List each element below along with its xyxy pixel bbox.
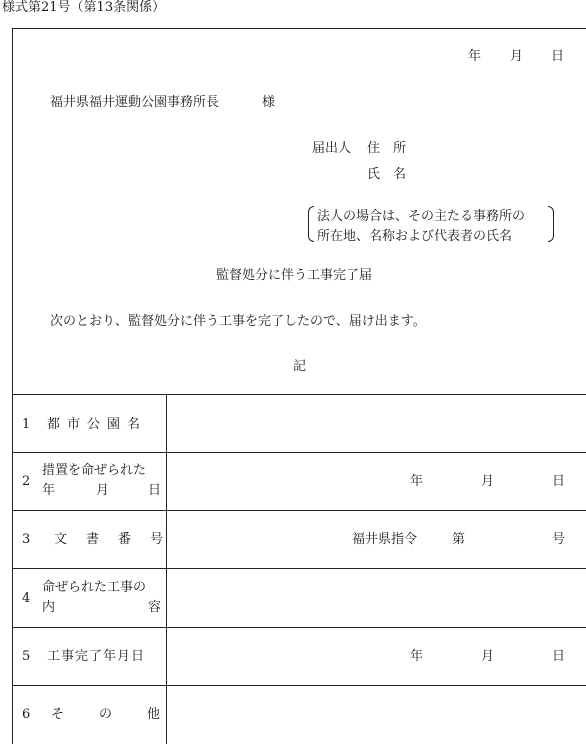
row-4-label-line2-b: 容	[148, 600, 162, 615]
document-title: 監督処分に伴う工事完了届	[216, 268, 373, 283]
row-3-value-dai: 第	[452, 532, 466, 547]
row-2-label-line2-month: 月	[96, 483, 110, 498]
row-5-value-year: 年	[410, 649, 424, 664]
applicant-label: 届出人	[312, 141, 352, 156]
row-6-label-b: の	[99, 707, 113, 722]
row-1-label: 都市公園名	[47, 417, 148, 432]
row-3-number: 3	[22, 532, 31, 547]
row-3-label: 文書番号	[54, 532, 183, 547]
divider-row-5	[12, 685, 586, 686]
body-text: 次のとおり、監督処分に伴う工事を完了したので、届け出ます。	[50, 314, 426, 329]
row-2-label-line2-day: 日	[148, 483, 162, 498]
row-5-label: 工事完了年月日	[47, 649, 146, 664]
row-5-value-month: 月	[481, 649, 495, 664]
addressee-honorific: 様	[262, 95, 276, 110]
row-4-number: 4	[22, 591, 31, 606]
row-2-number: 2	[22, 474, 31, 489]
column-divider	[166, 394, 167, 744]
row-2-label-line2-year: 年	[42, 483, 56, 498]
left-bracket	[308, 206, 314, 242]
header-date-year: 年	[468, 49, 482, 64]
row-1-number: 1	[22, 417, 31, 432]
row-3-value-prefix: 福井県指令	[352, 532, 418, 547]
row-6-number: 6	[22, 707, 31, 722]
row-2-value-year: 年	[410, 474, 424, 489]
row-2-value-day: 日	[552, 474, 566, 489]
divider-row-2	[12, 510, 586, 511]
row-3-value-go: 号	[552, 532, 566, 547]
header-date-day: 日	[551, 49, 565, 64]
form-code: 様式第21号（第13条関係）	[2, 0, 166, 15]
row-4-label-line1: 命ぜられた工事の	[42, 580, 147, 595]
right-bracket	[548, 206, 554, 242]
header-date-month: 月	[510, 49, 524, 64]
applicant-name-label: 氏 名	[367, 167, 407, 182]
row-2-label-line1: 措置を命ぜられた	[42, 463, 147, 478]
row-5-value-day: 日	[552, 649, 566, 664]
applicant-address-label: 住 所	[367, 141, 407, 156]
divider-row-4	[12, 627, 586, 628]
divider-header	[12, 394, 586, 395]
ki-mark: 記	[293, 359, 307, 374]
row-5-number: 5	[22, 649, 31, 664]
row-4-label-line2-a: 内	[42, 600, 56, 615]
addressee-name: 福井県福井運動公園事務所長	[50, 95, 220, 110]
row-2-value-month: 月	[481, 474, 495, 489]
corporate-note-line1: 法人の場合は、その主たる事務所の	[317, 209, 526, 224]
divider-row-3	[12, 568, 586, 569]
row-6-label-a: そ	[51, 707, 65, 722]
divider-row-1	[12, 452, 586, 453]
corporate-note-line2: 所在地、名称および代表者の氏名	[317, 229, 513, 244]
row-6-label-c: 他	[147, 707, 161, 722]
form-frame	[12, 28, 586, 744]
